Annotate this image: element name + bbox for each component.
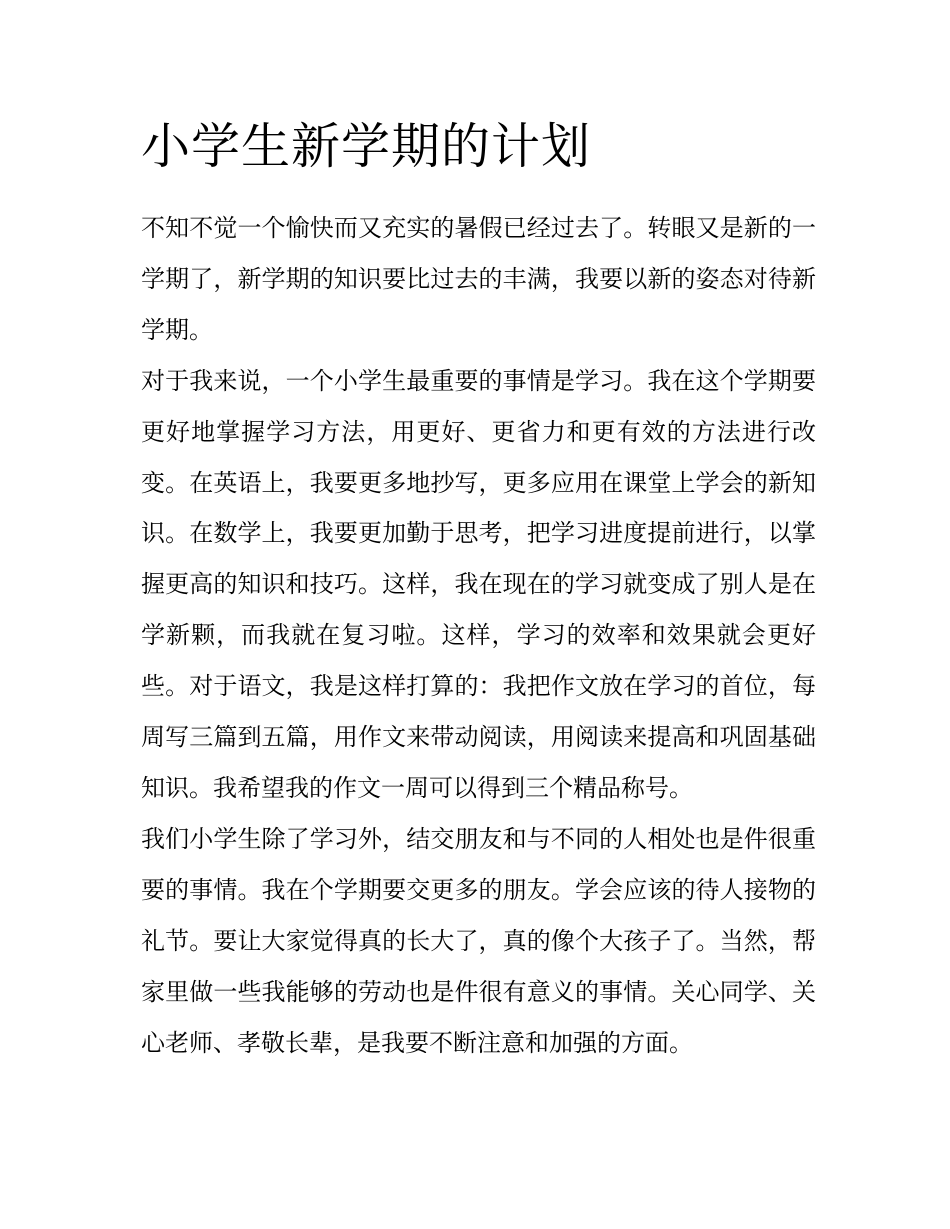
- document-body: [141, 203, 816, 1068]
- document-content: [141, 112, 816, 1068]
- paragraph-intro: 不知不觉一个愉快而又充实的暑假已经过去了。转眼又是新的一学期了，新学期的知识要比过去的丰满，我要以新的姿态对待新学期。: [141, 214, 816, 344]
- document-title: 小学生新学期的计划: [141, 118, 592, 175]
- paragraph-social-plan: 我们小学生除了学习外，结交朋友和与不同的人相处也是件很重要的事情。我在个学期要交更多的朋友。学会应该的待人接物的礼节。要让大家觉得真的长大了，真的像个大孩子了。当然，帮家里做一些我能够的劳动也是件很有意义的事情。关心同学、关心老师、孝敬长辈，是我要不断注意和加强的方面。: [141, 824, 816, 1057]
- paragraph-study-plan: 对于我来说，一个小学生最重要的事情是学习。我在这个学期要更好地掌握学习方法，用更好、更省力和更有效的方法进行改变。在英语上，我要更多地抄写，更多应用在课堂上学会的新知识。在数学上，我要更加勤于思考，把学习进度提前进行，以掌握更高的知识和技巧。这样，我在现在的学习就变成了别人是在学新颗，而我就在复习啦。这样，学习的效率和效果就会更好些。对于语文，我是这样打算的：我把作文放在学习的首位，每周写三篇到五篇，用作文来带动阅读，用阅读来提高和巩固基础知识。我希望我的作文一周可以得到三个精品称号。: [141, 366, 816, 802]
